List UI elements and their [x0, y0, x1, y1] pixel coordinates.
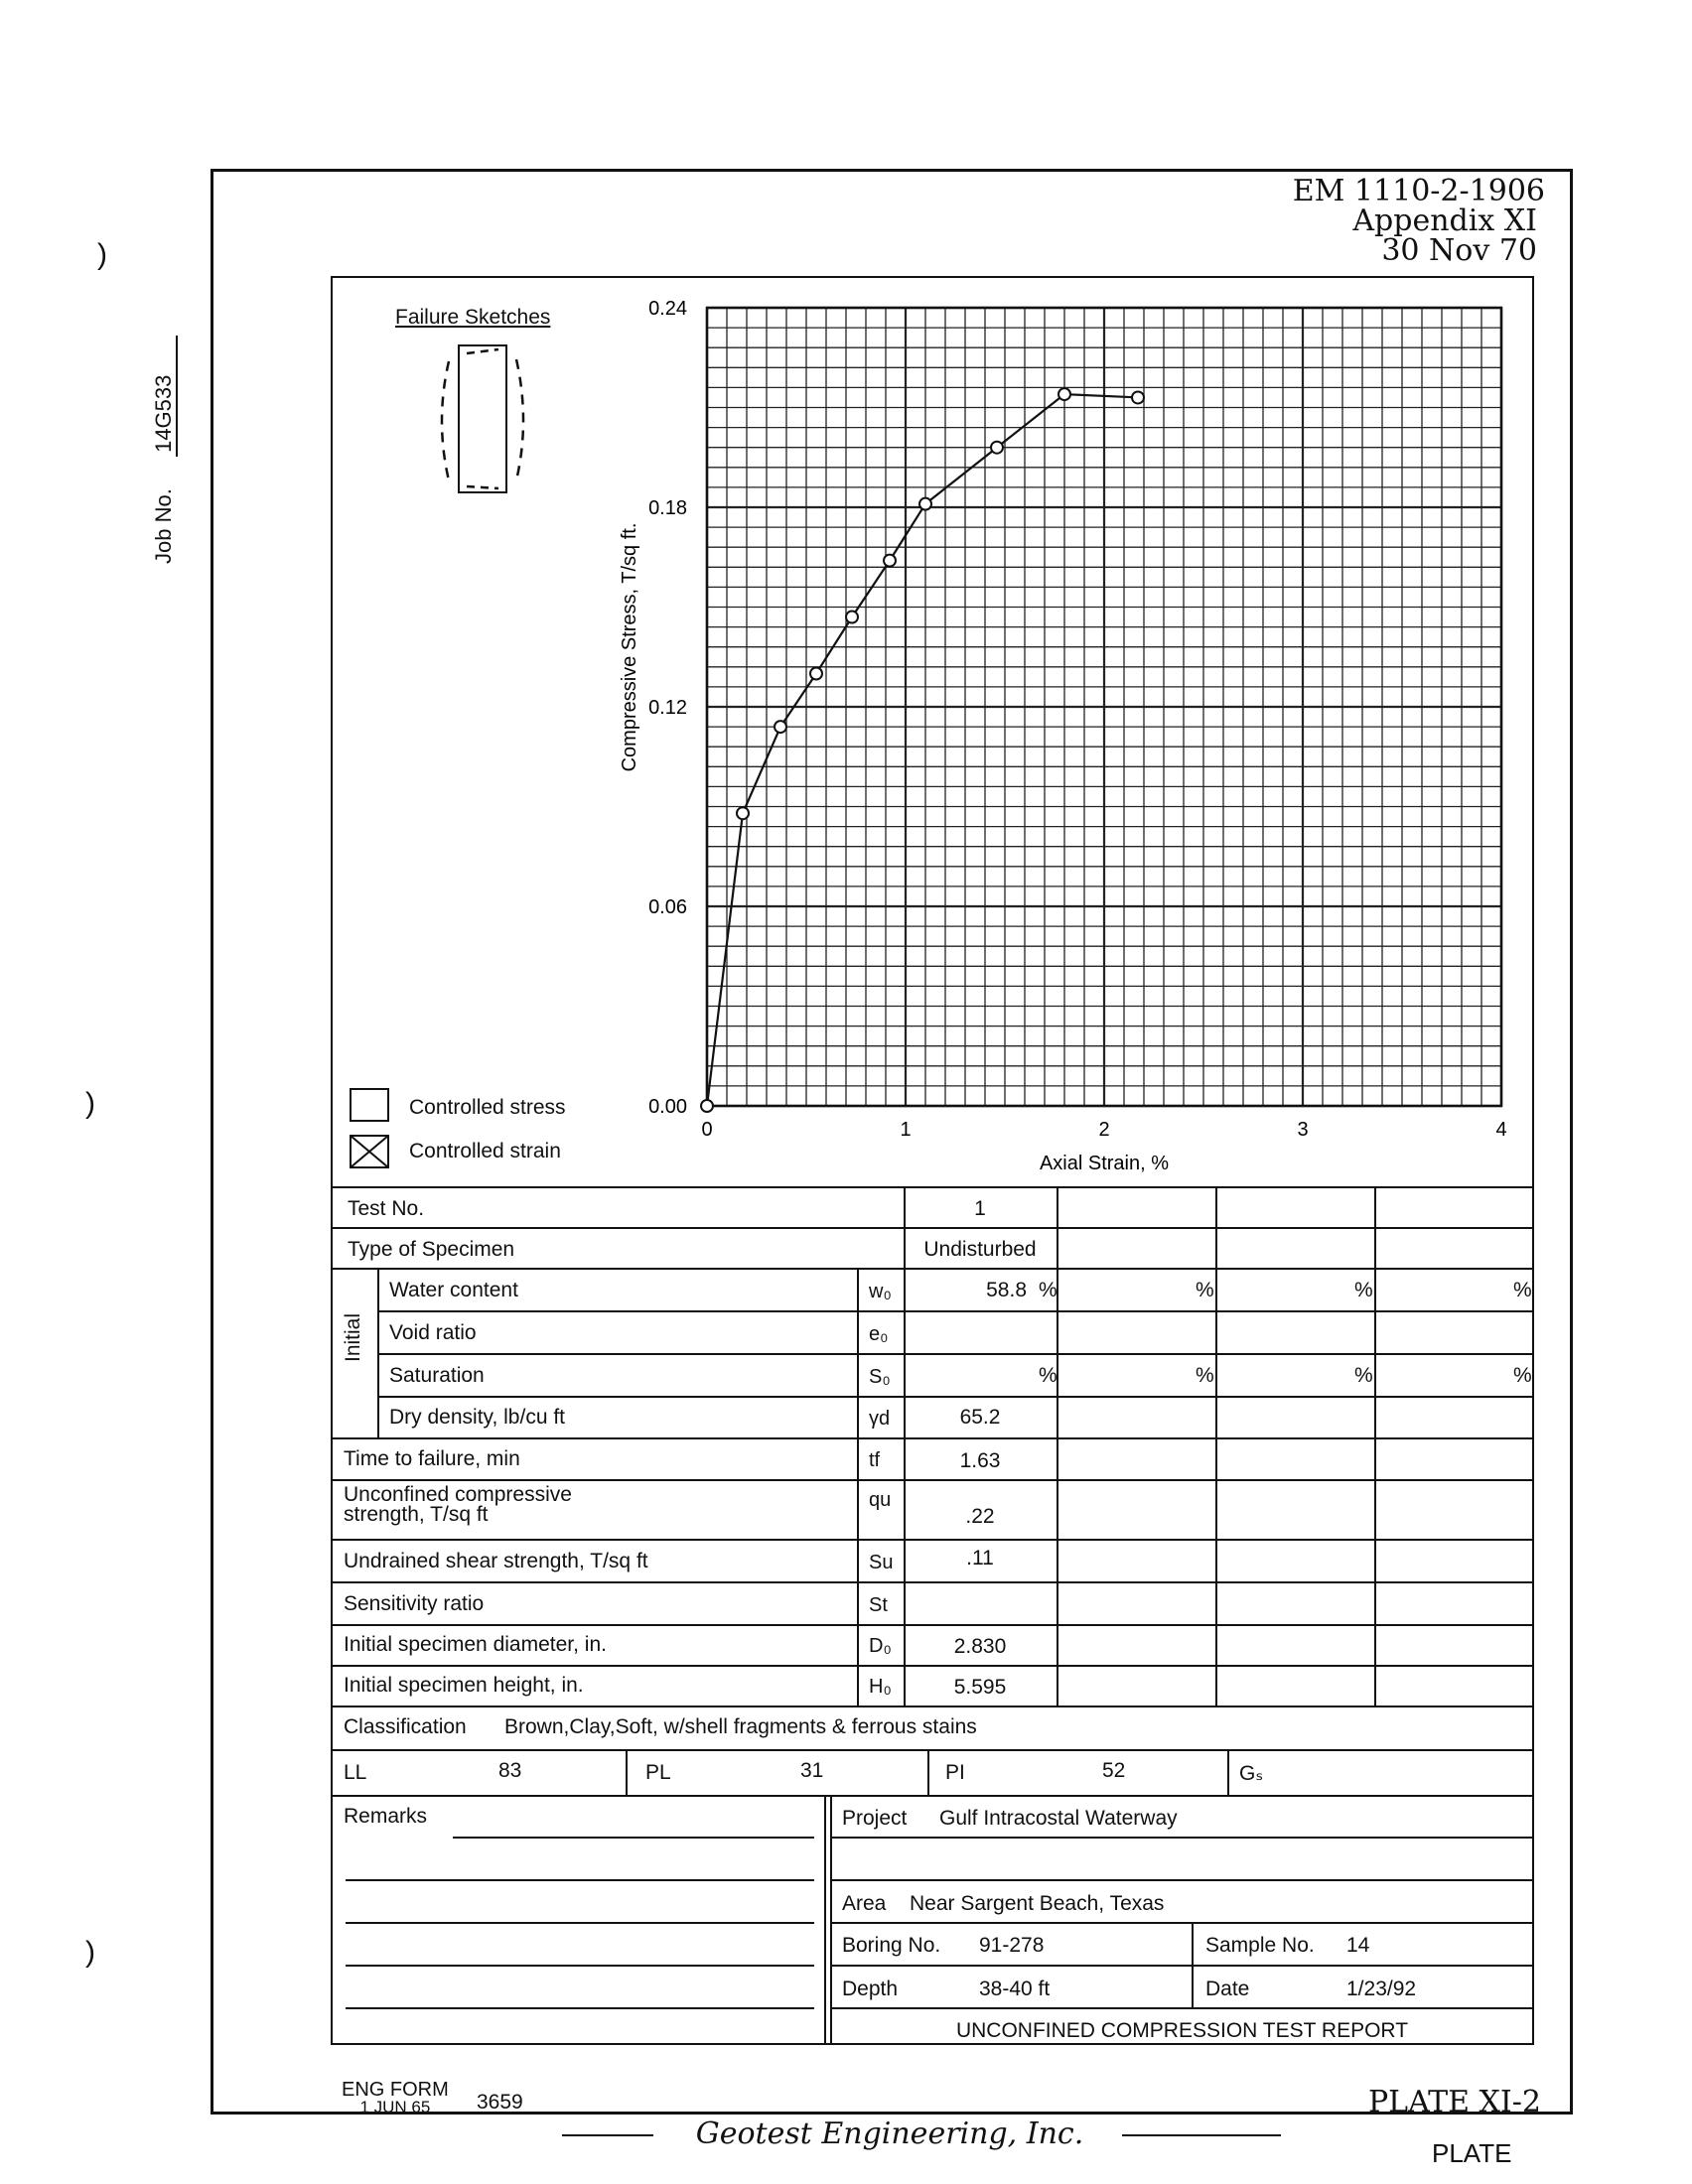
sensitivity-label: Sensitivity ratio [344, 1592, 485, 1615]
data-point [919, 498, 931, 510]
time-to-failure-value: 1.63 [959, 1449, 1001, 1472]
company-name: Geotest Engineering, Inc. [695, 2116, 1084, 2151]
plate-number: PLATE XI-2 [1367, 2085, 1541, 2119]
sample-value: 14 [1346, 1934, 1370, 1957]
job-number: 14G533 [151, 336, 178, 457]
diameter-value: 2.830 [953, 1635, 1007, 1658]
shear-strength-value: .11 [966, 1547, 994, 1570]
controlled-stress-checkbox [350, 1088, 389, 1122]
diameter-symbol: D₀ [869, 1635, 892, 1657]
pct-sign: % [1513, 1364, 1532, 1387]
y-tick-label: 0.00 [648, 1096, 687, 1118]
x-tick-label: 2 [1098, 1119, 1110, 1141]
pct-sign: % [1039, 1364, 1058, 1387]
height-symbol: H₀ [869, 1676, 892, 1698]
x-tick-label: 1 [900, 1119, 912, 1141]
boring-label: Boring No. [842, 1934, 941, 1957]
height-value: 5.595 [953, 1676, 1007, 1699]
test-no-value: 1 [974, 1197, 986, 1220]
y-tick-label: 0.24 [648, 298, 687, 320]
area-value: Near Sargent Beach, Texas [910, 1892, 1165, 1915]
eng-form-line2: 1 JUN 65 [359, 2098, 431, 2116]
pi-value: 52 [1102, 1759, 1126, 1782]
report-title: UNCONFINED COMPRESSION TEST REPORT [955, 2019, 1409, 2042]
depth-value: 38-40 ft [979, 1978, 1051, 2000]
y-tick-label: 0.06 [648, 896, 687, 918]
controlled-stress-label: Controlled stress [409, 1096, 566, 1119]
data-point [1058, 388, 1070, 400]
data-point [884, 555, 896, 567]
void-ratio-label: Void ratio [389, 1321, 477, 1344]
y-axis-label: Compressive Stress, T/sq ft. [619, 522, 640, 772]
remarks-label: Remarks [344, 1805, 428, 1828]
unconfined-strength-symbol: qu [869, 1489, 892, 1511]
header-date: 30 Nov 70 [1381, 233, 1537, 268]
x-tick-label: 4 [1495, 1119, 1507, 1141]
time-to-failure-symbol: tf [869, 1449, 881, 1471]
y-tick-label: 0.12 [648, 697, 687, 719]
y-tick-label: 0.18 [648, 497, 687, 519]
data-point [737, 807, 749, 819]
pct-sign: % [1196, 1279, 1214, 1301]
date-label: Date [1205, 1978, 1250, 2000]
failure-sketch-icon [427, 341, 536, 496]
x-tick-label: 0 [701, 1119, 713, 1141]
form-number: 3659 [477, 2091, 523, 2114]
data-point [846, 612, 858, 623]
shear-strength-symbol: Su [869, 1552, 894, 1573]
x-axis-label: Axial Strain, % [1039, 1153, 1170, 1174]
data-point [701, 1100, 713, 1112]
void-ratio-symbol: e₀ [869, 1323, 889, 1345]
unconfined-strength-value: .22 [965, 1505, 995, 1528]
data-point [775, 721, 786, 733]
margin-mark: ) [85, 1936, 95, 1969]
pl-label: PL [645, 1761, 671, 1784]
pi-label: PI [945, 1761, 965, 1784]
saturation-label: Saturation [389, 1364, 485, 1387]
failure-sketches-title: Failure Sketches [395, 306, 551, 329]
water-content-value: 58.8 [986, 1279, 1027, 1301]
controlled-strain-checkbox [350, 1135, 389, 1168]
water-content-label: Water content [389, 1279, 518, 1301]
eng-form-line1: ENG FORM [342, 2079, 449, 2101]
data-point [991, 442, 1003, 454]
unconfined-strength-label: Unconfined compressive strength, T/sq ft [344, 1483, 572, 1526]
sensitivity-symbol: St [869, 1594, 888, 1616]
shear-strength-label: Undrained shear strength, T/sq ft [344, 1550, 648, 1572]
data-point [1132, 391, 1144, 403]
dry-density-value: 65.2 [959, 1406, 1001, 1429]
boring-value: 91-278 [979, 1934, 1045, 1957]
job-label: Job No. [151, 488, 176, 564]
water-content-symbol: w₀ [869, 1281, 892, 1302]
margin-mark: ) [97, 238, 107, 271]
area-label: Area [842, 1892, 887, 1915]
time-to-failure-label: Time to failure, min [344, 1447, 520, 1470]
classification-label: Classification [344, 1715, 467, 1738]
project-value: Gulf Intracostal Waterway [939, 1807, 1178, 1830]
data-point [810, 668, 822, 680]
job-number-field [151, 147, 181, 564]
x-tick-label: 3 [1297, 1119, 1309, 1141]
gs-label: Gₛ [1239, 1762, 1264, 1785]
test-no-label: Test No. [348, 1197, 425, 1220]
dry-density-symbol: γd [869, 1408, 891, 1430]
diameter-label: Initial specimen diameter, in. [344, 1633, 607, 1656]
initial-label: Initial [342, 1312, 364, 1362]
eng-form [342, 2081, 449, 2116]
type-label: Type of Specimen [348, 1238, 515, 1261]
appendix: Appendix XI [1352, 204, 1537, 238]
em-number: EM 1110-2-1906 [1292, 174, 1545, 208]
stress-strain-chart [596, 288, 1529, 1181]
saturation-symbol: S₀ [869, 1366, 891, 1388]
project-label: Project [842, 1807, 908, 1830]
pct-sign: % [1354, 1364, 1373, 1387]
classification-value: Brown,Clay,Soft, w/shell fragments & ferrous stains [504, 1715, 977, 1738]
pct-sign: % [1354, 1279, 1373, 1301]
pct-sign: % [1196, 1364, 1214, 1387]
ll-value: 83 [498, 1759, 522, 1782]
plate-label: PLATE [1432, 2138, 1512, 2168]
height-label: Initial specimen height, in. [344, 1674, 584, 1697]
pl-value: 31 [800, 1759, 824, 1782]
ll-label: LL [344, 1761, 367, 1784]
pct-sign: % [1039, 1279, 1058, 1301]
controlled-strain-label: Controlled strain [409, 1140, 561, 1162]
type-value: Undisturbed [923, 1238, 1037, 1261]
sample-label: Sample No. [1205, 1934, 1315, 1957]
pct-sign: % [1513, 1279, 1532, 1301]
margin-mark: ) [85, 1087, 95, 1120]
depth-label: Depth [842, 1978, 899, 2000]
date-value: 1/23/92 [1346, 1978, 1417, 2000]
dry-density-label: Dry density, lb/cu ft [389, 1406, 566, 1429]
